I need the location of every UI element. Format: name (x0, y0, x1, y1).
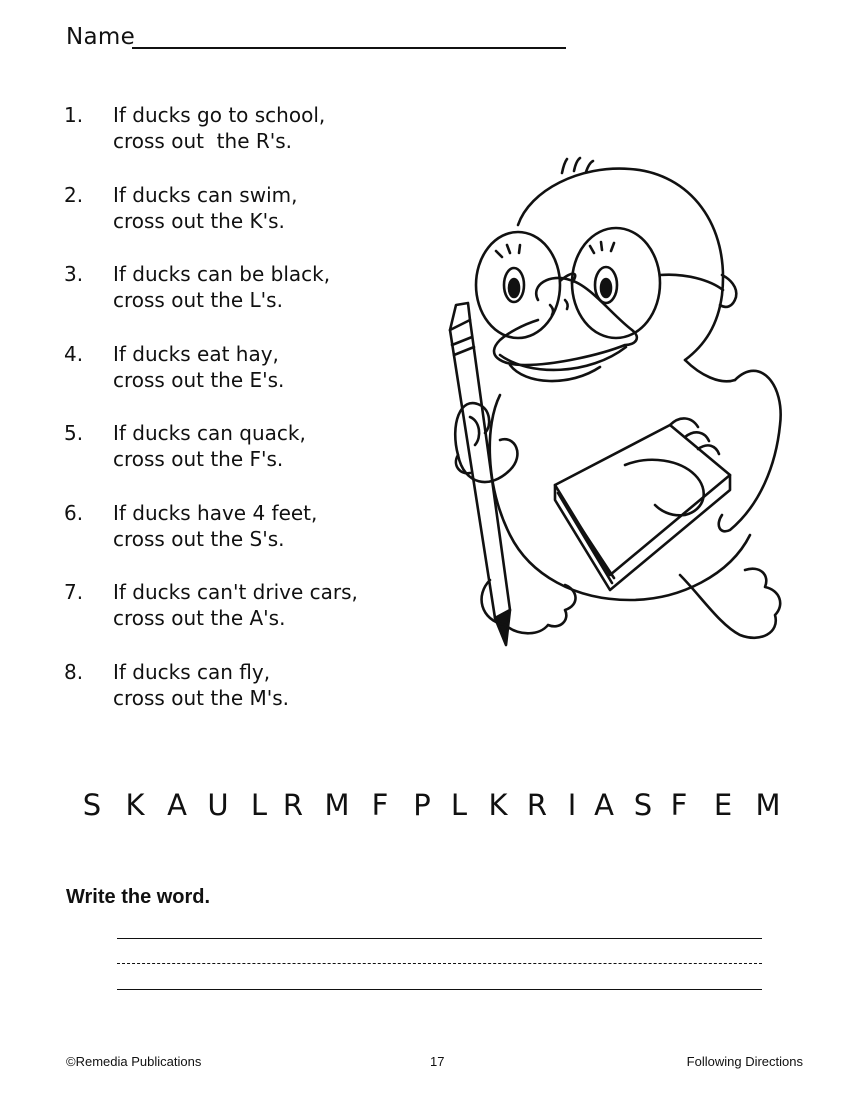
instruction-line-2: cross out the K's. (113, 208, 285, 233)
instruction-line-1: If ducks can't drive cars, (113, 580, 358, 604)
instruction-text (113, 102, 325, 154)
instruction-line-1: If ducks eat hay, (113, 341, 279, 366)
letter-item[interactable]: I (567, 788, 577, 822)
letter-item[interactable]: S (633, 788, 653, 822)
letter-item[interactable]: F (670, 788, 688, 822)
instruction-number: 4. (64, 341, 84, 366)
name-label: Name (66, 24, 136, 50)
instruction-text (113, 659, 289, 711)
instruction-line-1: If ducks can quack, (113, 421, 306, 445)
name-field[interactable] (66, 24, 576, 54)
footer-publisher: ©Remedia Publications (66, 1054, 202, 1069)
instruction-item (64, 420, 444, 500)
letter-item[interactable]: P (413, 788, 431, 822)
instruction-line-1: If ducks go to school, (113, 103, 326, 127)
instruction-number: 3. (64, 262, 84, 286)
instruction-number: 6. (64, 500, 84, 525)
letter-item[interactable]: A (167, 788, 187, 822)
instruction-line-2: cross out the E's. (113, 367, 285, 392)
instruction-item (64, 659, 444, 739)
letter-item[interactable]: L (450, 788, 468, 822)
instruction-line-2: cross out the A's. (113, 606, 286, 630)
instruction-line-1: If ducks can swim, (113, 182, 298, 207)
instruction-text (113, 182, 297, 234)
instruction-line-1: If ducks can be black, (113, 262, 331, 286)
answer-base-line (117, 989, 762, 990)
letter-item[interactable]: K (488, 788, 508, 822)
letter-item[interactable]: A (594, 788, 614, 822)
instruction-item (64, 341, 444, 421)
instruction-line-2: cross out the S's. (113, 526, 285, 551)
instruction-number: 7. (64, 580, 84, 604)
duck-illustration (430, 155, 800, 650)
instruction-line-1: If ducks have 4 feet, (113, 500, 318, 525)
name-line[interactable] (132, 47, 566, 49)
instruction-list (64, 102, 444, 738)
instruction-text (113, 420, 306, 472)
letter-item[interactable]: K (125, 788, 145, 822)
instruction-number: 8. (64, 659, 84, 684)
instruction-item (64, 579, 444, 659)
instruction-number: 1. (64, 103, 84, 127)
instruction-text (113, 500, 317, 552)
instruction-item (64, 500, 444, 580)
letter-item[interactable]: M (755, 788, 781, 822)
instruction-text (113, 579, 358, 631)
letter-item[interactable]: E (713, 788, 733, 822)
instruction-item (64, 182, 444, 262)
letter-item[interactable]: R (526, 788, 548, 822)
instruction-number: 5. (64, 421, 84, 445)
letter-item[interactable]: L (250, 788, 268, 822)
instruction-number: 2. (64, 182, 84, 207)
write-word-label: Write the word. (66, 886, 211, 908)
instruction-item (64, 261, 444, 341)
letter-item[interactable]: M (324, 788, 350, 822)
letter-item[interactable]: S (82, 788, 102, 822)
instruction-line-2: cross out the L's. (113, 288, 283, 312)
instruction-line-2: cross out the M's. (113, 685, 290, 710)
answer-top-line (117, 938, 762, 939)
letter-item[interactable]: F (371, 788, 389, 822)
instruction-line-2: cross out the R's. (113, 129, 293, 153)
footer-book-title: Following Directions (686, 1054, 803, 1069)
instruction-line-2: cross out the F's. (113, 447, 284, 471)
instruction-text (113, 341, 284, 393)
answer-mid-line (117, 963, 762, 964)
letter-row (82, 788, 782, 828)
letter-item[interactable]: R (282, 788, 304, 822)
instruction-line-1: If ducks can fly, (113, 659, 271, 684)
instruction-text (113, 261, 330, 313)
letter-item[interactable]: U (207, 788, 229, 822)
instruction-item (64, 102, 444, 182)
footer-page-number: 17 (430, 1054, 445, 1069)
answer-writing-area[interactable] (117, 938, 762, 998)
